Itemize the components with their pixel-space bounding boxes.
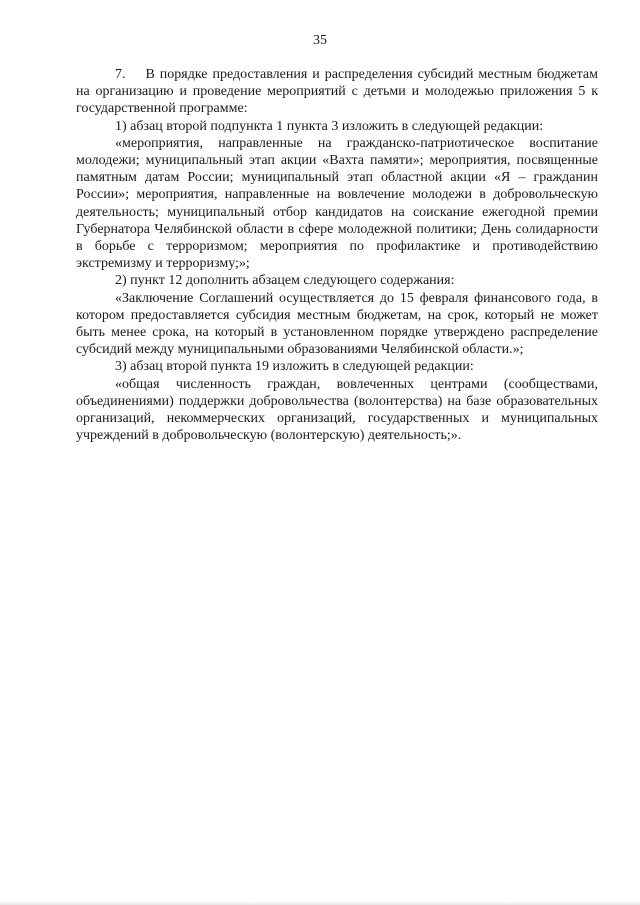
page-number: 35	[313, 33, 327, 48]
paragraph-item-7: 7. В порядке предоставления и распределения субсидий местным бюджетам на организацию и проведение мероприятий с детьми и молодежью приложения 5 к государственной программе:	[76, 67, 598, 117]
paragraph-quote-3: «общая численность граждан, вовлеченных центрами (сообществами, объединениями) поддержки добровольчества (волонтерства) на базе образовательных организаций, некоммерческих организаций, государственных и муниципальных учреждений в добровольческую (волонтерскую) деятельность;».	[76, 376, 598, 444]
paragraph-quote-2: «Заключение Соглашений осуществляется до 15 февраля финансового года, в котором предоставляется субсидия местным бюджетам, на срок, который не может быть менее срока, на который в установленном порядке утверждено распределение субсидий между муниципальными образованиями Челябинской области.»;	[76, 290, 598, 358]
paragraph-subitem-3: 3) абзац второй пункта 19 изложить в следующей редакции:	[115, 359, 474, 375]
document-body	[76, 66, 598, 444]
paragraph-quote-1: «мероприятия, направленные на гражданско-патриотическое воспитание молодежи; муниципальный этап акции «Вахта памяти»; мероприятия, посвященные памятным датам России; муниципальный этап областной акции «Я – гражданин России»; мероприятия, направленные на вовлечение молодежи в добровольческую деятельность; муниципальный отбор кандидатов на соискание ежегодной премии Губернатора Челябинской области в сфере молодежной политики; День солидарности в борьбе с терроризмом; мероприятия по профилактике и противодействию экстремизму и терроризму;»;	[76, 135, 598, 272]
scan-bottom-edge	[0, 901, 640, 905]
paragraph-subitem-2: 2) пункт 12 дополнить абзацем следующего содержания:	[115, 273, 455, 289]
paragraph-subitem-1: 1) абзац второй подпункта 1 пункта 3 изложить в следующей редакции:	[115, 118, 544, 134]
